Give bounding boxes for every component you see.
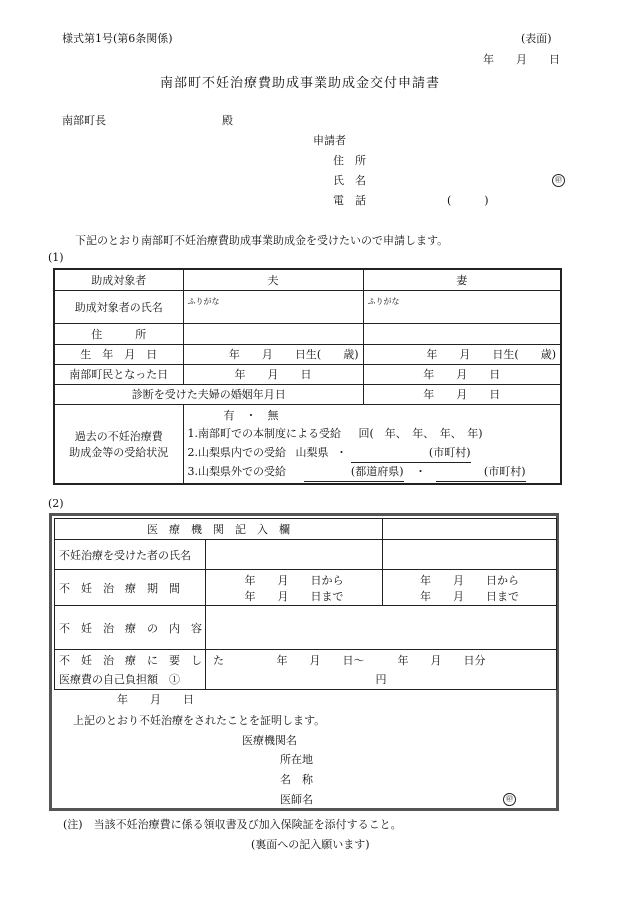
past-yes-no[interactable]: 有 ・ 無 (223, 408, 279, 422)
wife-address-field[interactable] (363, 323, 561, 344)
footer-note: (注) 当該不妊治療費に係る領収書及び加入保険証を添付すること。 (63, 818, 402, 831)
addressee: 南部町長 (62, 114, 106, 127)
row-name-label: 助成対象者の氏名 (54, 290, 183, 323)
past-item-2-pref: 山梨県 (295, 445, 329, 459)
applicant-phone-label: 電 話 (333, 194, 366, 207)
applicant-label: 申請者 (313, 134, 346, 147)
applicant-table (53, 268, 562, 485)
row-patient-label: 不妊治療を受けた者の氏名 (55, 540, 206, 570)
medical-heading: 医 療 機 関 記 入 欄 (55, 519, 383, 540)
row-birth-label: 生 年 月 日 (54, 344, 183, 364)
period-field-1[interactable]: 年 月 日から 年 月 日まで (206, 570, 383, 606)
page-title: 南部町不妊治療費助成事業助成金交付申請書 (160, 76, 441, 91)
marriage-date-field[interactable]: 年 月 日 (363, 384, 561, 404)
past-item-1: 1.南部町での本制度による受給 (187, 426, 341, 440)
row-cost-label: 不 妊 治 療 に 要 し た 医療費の自己負担額 ① (55, 650, 206, 690)
medical-table (54, 518, 557, 690)
section2-label: (2) (48, 497, 64, 510)
side-label: (表面) (521, 32, 552, 45)
row-period-label: 不 妊 治 療 期 間 (55, 570, 206, 606)
past-item-2-dot: ・ (336, 445, 347, 459)
wife-birth-field[interactable]: 年 月 日生( 歳) (363, 344, 561, 364)
form-number: 様式第1号(第6条関係) (62, 32, 173, 45)
row-content-label: 不 妊 治 療 の 内 容 (55, 606, 206, 650)
cert-date: 年 月 日 (117, 693, 194, 706)
seal-icon: ㊞ (552, 172, 565, 187)
doctor-name-label: 医師名 (280, 793, 313, 806)
past-item-1-times[interactable]: 回( 年、 年、 年、 年) (358, 426, 483, 440)
date-line: 年 月 日 (483, 53, 560, 66)
institution-title-label: 名 称 (280, 773, 313, 786)
row-past-label: 過去の不妊治療費 助成金等の受給状況 (54, 404, 183, 484)
institution-name-label: 医療機関名 (242, 734, 297, 747)
cert-text: 上記のとおり不妊治療をされたことを証明します。 (73, 714, 326, 727)
intro-text: 下記のとおり南部町不妊治療費助成事業助成金を受けたいので申請します。 (75, 234, 449, 247)
patient-name-field[interactable] (206, 540, 383, 570)
applicant-address-label: 住 所 (333, 154, 366, 167)
period-field-2[interactable]: 年 月 日から 年 月 日まで (383, 570, 557, 606)
husband-birth-field[interactable]: 年 月 日生( 歳) (183, 344, 363, 364)
addressee-honorific: 殿 (222, 114, 233, 127)
past-item-2: 2.山梨県内での受給 (187, 445, 286, 459)
past-item-3-city[interactable]: (市町村) (436, 462, 526, 484)
past-item-2-city[interactable]: (市町村) (351, 443, 471, 463)
husband-name-field[interactable]: ふりがな (183, 290, 363, 323)
col-wife: 妻 (363, 269, 561, 290)
applicant-phone-paren: ( ) (447, 194, 489, 207)
cost-field[interactable]: 年 月 日〜 年 月 日分 円 (206, 650, 557, 690)
institution-location-label: 所在地 (280, 753, 313, 766)
col-subject: 助成対象者 (54, 269, 183, 290)
past-item-3-pref[interactable]: (都道府県) (304, 462, 404, 484)
row-address-label: 住 所 (54, 323, 183, 344)
medical-heading-blank (383, 519, 557, 540)
row-resident-label: 南部町民となった日 (54, 364, 183, 384)
patient-name-field-2[interactable] (383, 540, 557, 570)
past-item-3-dot: ・ (415, 464, 426, 478)
past-benefits-field[interactable] (183, 404, 561, 484)
husband-address-field[interactable] (183, 323, 363, 344)
doctor-seal-icon: ㊞ (503, 791, 516, 806)
content-field[interactable] (206, 606, 557, 650)
husband-resident-field[interactable]: 年 月 日 (183, 364, 363, 384)
wife-resident-field[interactable]: 年 月 日 (363, 364, 561, 384)
applicant-name-label: 氏 名 (333, 174, 366, 187)
wife-name-field[interactable]: ふりがな (363, 290, 561, 323)
past-item-3: 3.山梨県外での受給 (187, 464, 286, 478)
row-marriage-label: 診断を受けた夫婦の婚姻年月日 (54, 384, 363, 404)
col-husband: 夫 (183, 269, 363, 290)
footer-reverse: (裏面への記入願います) (251, 838, 370, 851)
section1-label: (1) (48, 251, 64, 264)
